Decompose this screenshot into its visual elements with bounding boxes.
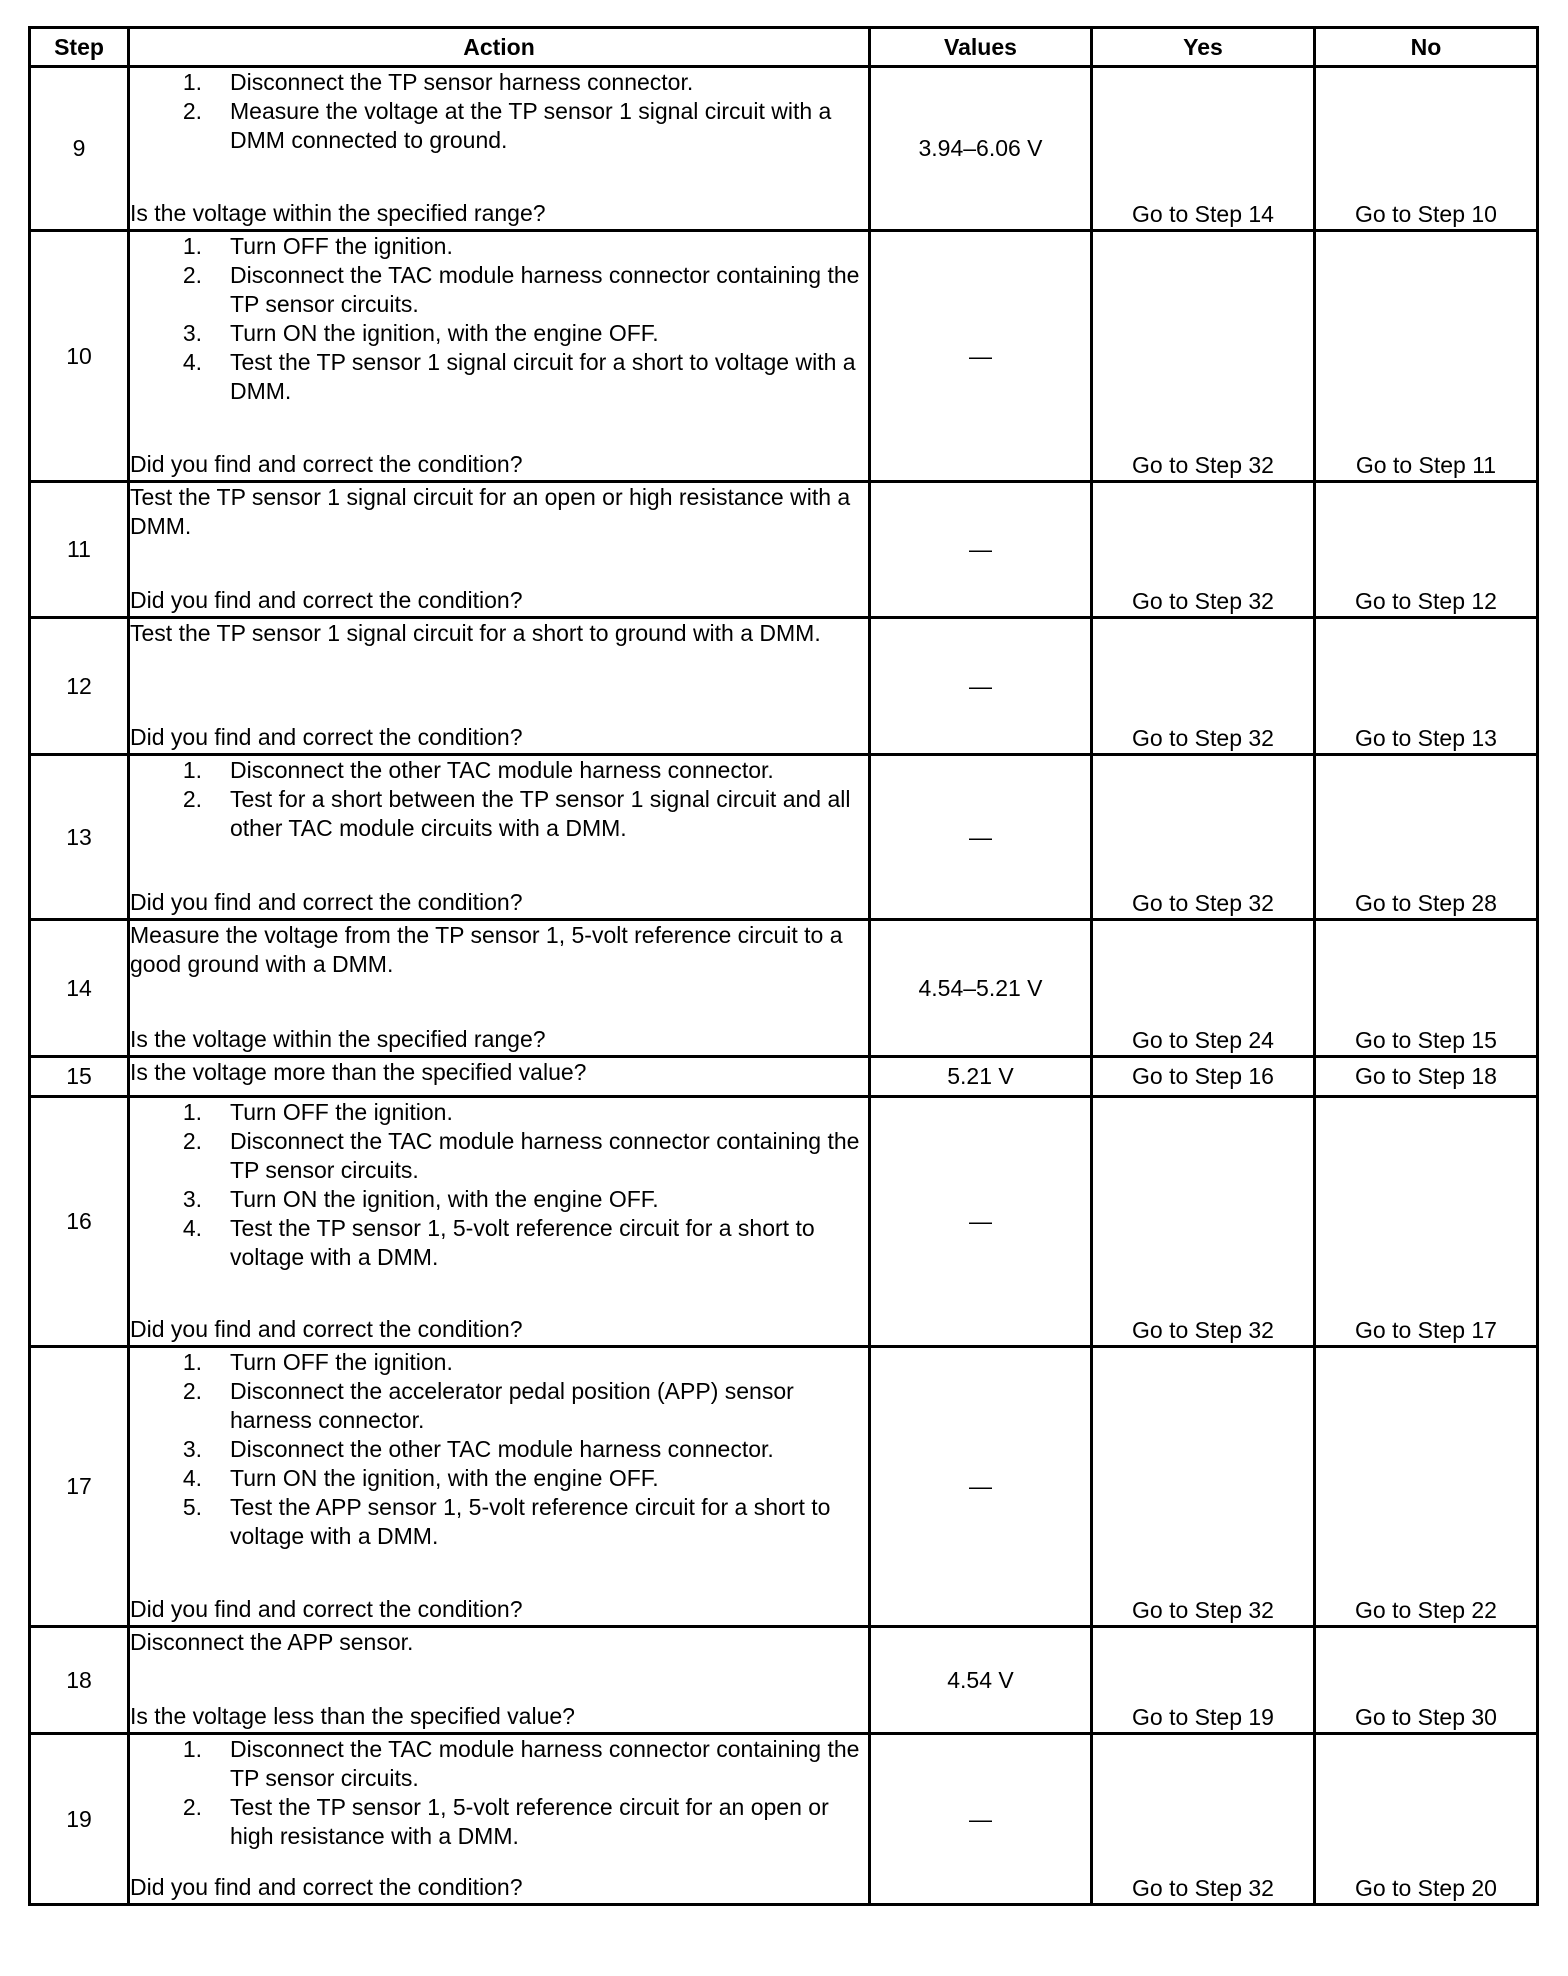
- yes-action: Go to Step 32: [1092, 1734, 1315, 1905]
- action-cell: [129, 231, 870, 482]
- action-step-number: 2.: [182, 786, 202, 812]
- action-step-item: [130, 1464, 868, 1493]
- value-cell: —: [870, 1734, 1092, 1905]
- action-step-text: Disconnect the TAC module harness connector containing the TP sensor circuits.: [230, 1736, 860, 1791]
- action-step-number: 1.: [182, 1349, 202, 1375]
- action-step-number: 2.: [182, 1128, 202, 1154]
- action-step-number: 4.: [182, 349, 202, 375]
- table-body: [30, 67, 1538, 1905]
- action-step-number: 5.: [182, 1494, 202, 1520]
- action-step-number: 1.: [182, 1099, 202, 1125]
- table-row: [30, 67, 1538, 231]
- action-content: [130, 1628, 868, 1731]
- action-content: [130, 68, 868, 228]
- action-cell: [129, 1097, 870, 1347]
- header-values: Values: [870, 28, 1092, 67]
- table-row: [30, 231, 1538, 482]
- no-action: Go to Step 30: [1315, 1627, 1538, 1734]
- action-step-number: 3.: [182, 1436, 202, 1462]
- table-header-row: [30, 28, 1538, 67]
- action-step-text: Disconnect the TAC module harness connector containing the TP sensor circuits.: [230, 1128, 860, 1183]
- action-step-item: [130, 1214, 868, 1272]
- action-step-number: 3.: [182, 320, 202, 346]
- action-question: Is the voltage less than the specified value?: [130, 1703, 575, 1729]
- action-question: Is the voltage within the specified range?: [130, 200, 546, 226]
- action-step-item: [130, 232, 868, 261]
- action-content: [130, 921, 868, 1054]
- value-cell: —: [870, 755, 1092, 920]
- action-step-number: 2.: [182, 1794, 202, 1820]
- action-step-text: Turn ON the ignition, with the engine OFF.: [230, 1465, 659, 1491]
- header-yes: Yes: [1092, 28, 1315, 67]
- action-step-item: [130, 1348, 868, 1377]
- action-content: [130, 756, 868, 917]
- action-question: Did you find and correct the condition?: [130, 1596, 523, 1622]
- table-row: [30, 1627, 1538, 1734]
- action-text: Measure the voltage from the TP sensor 1, 5-volt reference circuit to a good ground with a DMM.: [130, 922, 843, 977]
- step-number: 10: [30, 231, 129, 482]
- action-content: [130, 1058, 868, 1095]
- action-cell: [129, 755, 870, 920]
- no-action: Go to Step 28: [1315, 755, 1538, 920]
- action-content: [130, 1348, 868, 1624]
- yes-action: Go to Step 32: [1092, 1347, 1315, 1627]
- value-cell: —: [870, 1347, 1092, 1627]
- no-action: Go to Step 15: [1315, 920, 1538, 1057]
- action-step-text: Disconnect the other TAC module harness connector.: [230, 757, 774, 783]
- action-step-text: Turn ON the ignition, with the engine OFF.: [230, 320, 659, 346]
- action-step-item: [130, 348, 868, 406]
- header-action: Action: [129, 28, 870, 67]
- table-row: [30, 1057, 1538, 1097]
- table-row: [30, 920, 1538, 1057]
- action-cell: [129, 920, 870, 1057]
- table-row: [30, 482, 1538, 618]
- value-cell: 3.94–6.06 V: [870, 67, 1092, 231]
- action-content: [130, 619, 868, 752]
- action-cell: [129, 1057, 870, 1097]
- action-step-item: [130, 261, 868, 319]
- action-step-text: Disconnect the TP sensor harness connector.: [230, 69, 694, 95]
- header-no: No: [1315, 28, 1538, 67]
- yes-action: Go to Step 24: [1092, 920, 1315, 1057]
- action-question: Is the voltage within the specified range?: [130, 1026, 546, 1052]
- diagnostic-table-page: [28, 26, 1536, 1906]
- value-cell: —: [870, 1097, 1092, 1347]
- step-number: 12: [30, 618, 129, 755]
- action-step-text: Disconnect the accelerator pedal position (APP) sensor harness connector.: [230, 1378, 794, 1433]
- action-steps-list: [130, 68, 868, 155]
- action-step-item: [130, 1735, 868, 1793]
- no-action: Go to Step 17: [1315, 1097, 1538, 1347]
- step-number: 11: [30, 482, 129, 618]
- action-step-text: Test for a short between the TP sensor 1 signal circuit and all other TAC module circuits with a DMM.: [230, 786, 851, 841]
- action-cell: [129, 618, 870, 755]
- action-question: Did you find and correct the condition?: [130, 587, 523, 613]
- action-step-text: Disconnect the other TAC module harness connector.: [230, 1436, 774, 1462]
- action-question: Did you find and correct the condition?: [130, 1874, 523, 1900]
- action-text: Test the TP sensor 1 signal circuit for an open or high resistance with a DMM.: [130, 484, 851, 539]
- action-step-item: [130, 1127, 868, 1185]
- action-question: Did you find and correct the condition?: [130, 1316, 523, 1342]
- action-step-text: Measure the voltage at the TP sensor 1 signal circuit with a DMM connected to ground.: [230, 98, 832, 153]
- action-content: [130, 483, 868, 615]
- no-action: Go to Step 20: [1315, 1734, 1538, 1905]
- action-step-number: 1.: [182, 757, 202, 783]
- action-steps-list: [130, 1098, 868, 1272]
- value-cell: —: [870, 482, 1092, 618]
- action-cell: [129, 1734, 870, 1905]
- action-step-text: Test the TP sensor 1 signal circuit for a short to voltage with a DMM.: [230, 349, 856, 404]
- action-step-item: [130, 1435, 868, 1464]
- action-question: Did you find and correct the condition?: [130, 724, 523, 750]
- no-action: Go to Step 12: [1315, 482, 1538, 618]
- action-step-text: Test the APP sensor 1, 5-volt reference circuit for a short to voltage with a DMM.: [230, 1494, 831, 1549]
- action-step-number: 1.: [182, 69, 202, 95]
- action-text: Is the voltage more than the specified value?: [130, 1059, 587, 1085]
- action-step-item: [130, 68, 868, 97]
- table-row: [30, 1734, 1538, 1905]
- yes-action: Go to Step 32: [1092, 1097, 1315, 1347]
- action-step-number: 2.: [182, 1378, 202, 1404]
- table-row: [30, 755, 1538, 920]
- no-action: Go to Step 18: [1315, 1057, 1538, 1097]
- action-content: [130, 232, 868, 479]
- action-step-item: [130, 756, 868, 785]
- action-step-text: Turn OFF the ignition.: [230, 233, 453, 259]
- action-step-item: [130, 1377, 868, 1435]
- action-question: Did you find and correct the condition?: [130, 451, 523, 477]
- table-row: [30, 1347, 1538, 1627]
- yes-action: Go to Step 32: [1092, 618, 1315, 755]
- action-text: Disconnect the APP sensor.: [130, 1629, 414, 1655]
- action-step-number: 3.: [182, 1186, 202, 1212]
- action-step-number: 2.: [182, 98, 202, 124]
- header-step: Step: [30, 28, 129, 67]
- action-step-text: Disconnect the TAC module harness connector containing the TP sensor circuits.: [230, 262, 860, 317]
- action-step-number: 1.: [182, 233, 202, 259]
- action-step-item: [130, 319, 868, 348]
- yes-action: Go to Step 32: [1092, 482, 1315, 618]
- yes-action: Go to Step 16: [1092, 1057, 1315, 1097]
- yes-action: Go to Step 14: [1092, 67, 1315, 231]
- action-step-number: 4.: [182, 1215, 202, 1241]
- no-action: Go to Step 11: [1315, 231, 1538, 482]
- action-step-text: Turn ON the ignition, with the engine OFF.: [230, 1186, 659, 1212]
- action-text: Test the TP sensor 1 signal circuit for a short to ground with a DMM.: [130, 620, 821, 646]
- action-cell: [129, 1347, 870, 1627]
- table-row: [30, 1097, 1538, 1347]
- action-step-item: [130, 97, 868, 155]
- table-row: [30, 618, 1538, 755]
- action-step-item: [130, 1493, 868, 1551]
- action-steps-list: [130, 232, 868, 406]
- action-step-text: Test the TP sensor 1, 5-volt reference circuit for a short to voltage with a DMM.: [230, 1215, 815, 1270]
- action-cell: [129, 482, 870, 618]
- step-number: 18: [30, 1627, 129, 1734]
- step-number: 14: [30, 920, 129, 1057]
- step-number: 13: [30, 755, 129, 920]
- action-steps-list: [130, 756, 868, 843]
- value-cell: —: [870, 231, 1092, 482]
- action-step-text: Test the TP sensor 1, 5-volt reference circuit for an open or high resistance with a DMM.: [230, 1794, 829, 1849]
- action-step-item: [130, 1098, 868, 1127]
- action-content: [130, 1098, 868, 1344]
- action-step-number: 1.: [182, 1736, 202, 1762]
- action-content: [130, 1735, 868, 1902]
- action-cell: [129, 1627, 870, 1734]
- step-number: 15: [30, 1057, 129, 1097]
- step-number: 17: [30, 1347, 129, 1627]
- value-cell: 4.54–5.21 V: [870, 920, 1092, 1057]
- action-step-text: Turn OFF the ignition.: [230, 1099, 453, 1125]
- yes-action: Go to Step 19: [1092, 1627, 1315, 1734]
- step-number: 16: [30, 1097, 129, 1347]
- value-cell: 5.21 V: [870, 1057, 1092, 1097]
- action-step-number: 4.: [182, 1465, 202, 1491]
- yes-action: Go to Step 32: [1092, 231, 1315, 482]
- action-question: Did you find and correct the condition?: [130, 889, 523, 915]
- value-cell: —: [870, 618, 1092, 755]
- action-step-text: Turn OFF the ignition.: [230, 1349, 453, 1375]
- action-step-item: [130, 785, 868, 843]
- no-action: Go to Step 13: [1315, 618, 1538, 755]
- no-action: Go to Step 10: [1315, 67, 1538, 231]
- action-step-item: [130, 1185, 868, 1214]
- value-cell: 4.54 V: [870, 1627, 1092, 1734]
- action-steps-list: [130, 1735, 868, 1851]
- yes-action: Go to Step 32: [1092, 755, 1315, 920]
- action-step-number: 2.: [182, 262, 202, 288]
- step-number: 19: [30, 1734, 129, 1905]
- step-number: 9: [30, 67, 129, 231]
- action-cell: [129, 67, 870, 231]
- action-step-item: [130, 1793, 868, 1851]
- diagnostic-table: [28, 26, 1539, 1906]
- action-steps-list: [130, 1348, 868, 1551]
- no-action: Go to Step 22: [1315, 1347, 1538, 1627]
